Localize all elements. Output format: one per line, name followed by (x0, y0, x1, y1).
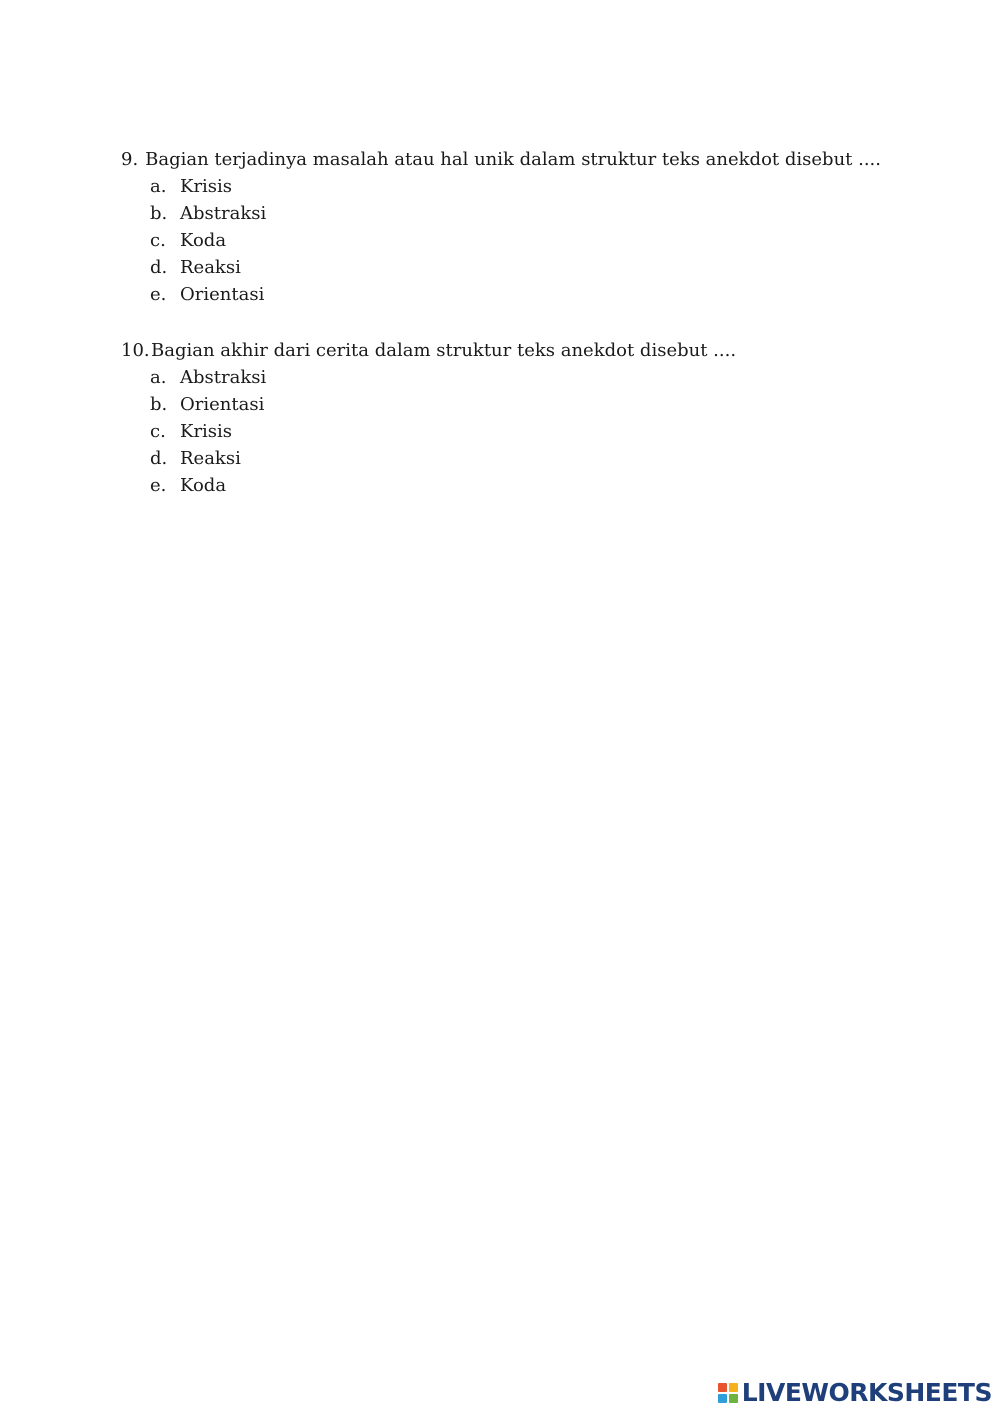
option-d[interactable] (121, 445, 881, 472)
watermark-text: LIVEWORKSHEETS (741, 1378, 992, 1407)
option-text: Abstraksi (180, 203, 267, 224)
liveworksheets-logo-icon (718, 1383, 738, 1403)
option-d[interactable] (121, 254, 881, 281)
option-text: Krisis (180, 421, 233, 442)
option-text: Reaksi (180, 448, 241, 469)
liveworksheets-watermark (718, 1378, 992, 1407)
option-letter: a. (150, 176, 167, 197)
question-stem (121, 337, 881, 364)
option-b[interactable] (121, 200, 881, 227)
option-letter: c. (150, 421, 166, 442)
question-9 (121, 146, 881, 308)
option-text: Koda (180, 475, 227, 496)
logo-cell-3 (718, 1394, 727, 1403)
logo-cell-4 (729, 1394, 738, 1403)
option-c[interactable] (121, 227, 881, 254)
option-letter: d. (150, 448, 168, 469)
question-number: 10. (121, 340, 150, 361)
option-c[interactable] (121, 418, 881, 445)
logo-cell-2 (729, 1383, 738, 1392)
option-e[interactable] (121, 472, 881, 499)
option-letter: a. (150, 367, 167, 388)
option-letter: c. (150, 230, 166, 251)
question-text: Bagian terjadinya masalah atau hal unik dalam struktur teks anekdot disebut .... (145, 149, 881, 170)
option-letter: d. (150, 257, 168, 278)
option-a[interactable] (121, 173, 881, 200)
option-text: Orientasi (180, 394, 265, 415)
option-text: Orientasi (180, 284, 265, 305)
option-letter: b. (150, 394, 168, 415)
option-letter: e. (150, 475, 167, 496)
option-b[interactable] (121, 391, 881, 418)
option-letter: e. (150, 284, 167, 305)
option-letter: b. (150, 203, 168, 224)
option-e[interactable] (121, 281, 881, 308)
option-text: Koda (180, 230, 227, 251)
option-a[interactable] (121, 364, 881, 391)
question-number: 9. (121, 149, 139, 170)
option-text: Reaksi (180, 257, 241, 278)
logo-cell-1 (718, 1383, 727, 1392)
question-10 (121, 337, 881, 499)
question-text: Bagian akhir dari cerita dalam struktur teks anekdot disebut .... (151, 340, 737, 361)
option-text: Krisis (180, 176, 233, 197)
option-text: Abstraksi (180, 367, 267, 388)
question-stem (121, 146, 881, 173)
